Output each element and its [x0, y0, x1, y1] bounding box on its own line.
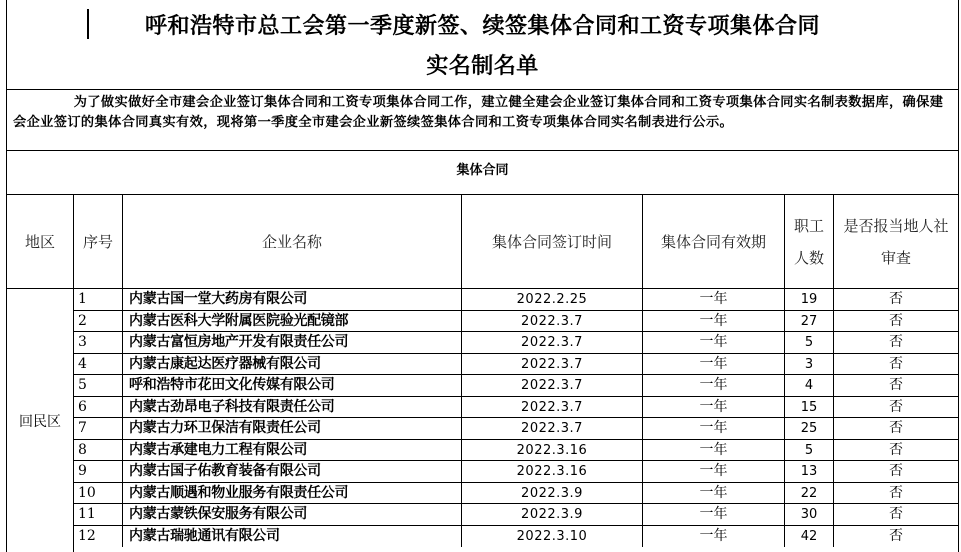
row-number: 6: [74, 397, 123, 418]
company-name: 内蒙古瑞驰通讯有限公司: [123, 526, 462, 548]
sign-date: 2022.3.7: [462, 311, 643, 332]
column-header-review: 是否报当地人社审查: [834, 195, 958, 289]
company-name: 内蒙古顺遇和物业服务有限责任公司: [123, 483, 462, 504]
staff-count: 27: [785, 311, 834, 332]
row-number: 11: [74, 504, 123, 525]
review-status: 否: [889, 291, 903, 307]
table-row: [74, 504, 958, 526]
row-number: 12: [74, 526, 123, 548]
sign-date: 2022.3.7: [462, 418, 643, 439]
company-name: 内蒙古承建电力工程有限公司: [123, 440, 462, 461]
validity-term: 一年: [643, 375, 785, 396]
row-number: 9: [74, 461, 123, 482]
table-row: [74, 397, 958, 419]
region-cell: 回民区: [7, 289, 74, 552]
review-status: 否: [889, 312, 903, 329]
review-status: 否: [889, 527, 903, 544]
row-number: 4: [74, 354, 123, 375]
table-row: [74, 483, 958, 505]
column-header-no: 序号: [74, 195, 123, 289]
staff-count: 25: [785, 418, 834, 439]
staff-count: 3: [785, 354, 834, 375]
row-number: 1: [74, 289, 123, 310]
review-status: 否: [889, 334, 903, 350]
staff-count: 5: [785, 332, 834, 353]
row-number: 3: [74, 332, 123, 353]
sign-date: 2022.3.7: [462, 397, 643, 418]
column-header-region: 地区: [7, 195, 74, 289]
sign-date: 2022.3.9: [462, 504, 643, 525]
company-name: 内蒙古劲昂电子科技有限责任公司: [123, 397, 462, 418]
table-row: [74, 332, 958, 354]
review-status: 否: [889, 463, 903, 479]
table-row: [74, 375, 958, 397]
review-status: 否: [889, 441, 903, 458]
validity-term: 一年: [643, 440, 785, 461]
row-number: 8: [74, 440, 123, 461]
validity-term: 一年: [643, 289, 785, 310]
column-header-term: 集体合同有效期: [643, 195, 785, 289]
sign-date: 2022.3.7: [462, 332, 643, 353]
validity-term: 一年: [643, 504, 785, 525]
spreadsheet-sheet: [6, 0, 959, 552]
sign-date: 2022.2.25: [462, 289, 643, 310]
company-name: 内蒙古蒙铁保安服务有限公司: [123, 504, 462, 525]
page-subtitle: 实名制名单: [426, 53, 539, 79]
company-name: 内蒙古富恒房地产开发有限责任公司: [123, 332, 462, 353]
staff-count: 42: [785, 526, 834, 548]
staff-count: 22: [785, 483, 834, 504]
validity-term: 一年: [643, 311, 785, 332]
staff-count: 13: [785, 461, 834, 482]
validity-term: 一年: [643, 483, 785, 504]
column-header-date: 集体合同签订时间: [462, 195, 643, 289]
sign-date: 2022.3.7: [462, 354, 643, 375]
company-name: 内蒙古国一堂大药房有限公司: [123, 289, 462, 310]
company-name: 内蒙古医科大学附属医院验光配镜部: [123, 311, 462, 332]
staff-count: 19: [785, 289, 834, 310]
staff-count: 15: [785, 397, 834, 418]
review-status: 否: [889, 484, 903, 501]
table-row: [74, 311, 958, 333]
company-name: 呼和浩特市花田文化传媒有限公司: [123, 375, 462, 396]
table-row: [74, 440, 958, 462]
column-header-staff: 职工人数: [785, 195, 834, 289]
page-title: 呼和浩特市总工会第一季度新签、续签集体合同和工资专项集体合同: [144, 13, 820, 39]
staff-count: 5: [785, 440, 834, 461]
row-number: 5: [74, 375, 123, 396]
validity-term: 一年: [643, 526, 785, 548]
validity-term: 一年: [643, 354, 785, 375]
sign-date: 2022.3.7: [462, 375, 643, 396]
sign-date: 2022.3.10: [462, 526, 643, 548]
validity-term: 一年: [643, 418, 785, 439]
row-number: 2: [74, 311, 123, 332]
section-title: 集体合同: [7, 151, 958, 195]
intro-paragraph: 为了做实做好全市建会企业签订集体合同和工资专项集体合同工作，建立健全建会企业签订集体合同和工资专项集体合同实名制表数据库，确保建会企业签订的集体合同真实有效，现将第一季度全市建会企业新签续签集体合同和工资专项集体合同实名制表进行公示。: [7, 90, 958, 151]
company-name: 内蒙古康起达医疗器械有限公司: [123, 354, 462, 375]
row-number: 7: [74, 418, 123, 439]
table-row: [74, 354, 958, 376]
review-status: 否: [889, 377, 903, 393]
table-row: [74, 526, 958, 548]
sign-date: 2022.3.9: [462, 483, 643, 504]
validity-term: 一年: [643, 397, 785, 418]
review-status: 否: [889, 398, 903, 415]
sign-date: 2022.3.16: [462, 440, 643, 461]
table-row: [74, 418, 958, 440]
validity-term: 一年: [643, 461, 785, 482]
company-name: 内蒙古国子佑教育装备有限公司: [123, 461, 462, 482]
column-header-name: 企业名称: [123, 195, 462, 289]
review-status: 否: [889, 506, 903, 522]
title-block: [7, 0, 958, 90]
validity-term: 一年: [643, 332, 785, 353]
company-name: 内蒙古力环卫保洁有限责任公司: [123, 418, 462, 439]
table-row: [74, 289, 958, 311]
sign-date: 2022.3.16: [462, 461, 643, 482]
row-number: 10: [74, 483, 123, 504]
review-status: 否: [889, 355, 903, 372]
table-row: [74, 461, 958, 483]
staff-count: 4: [785, 375, 834, 396]
review-status: 否: [889, 420, 903, 436]
staff-count: 30: [785, 504, 834, 525]
